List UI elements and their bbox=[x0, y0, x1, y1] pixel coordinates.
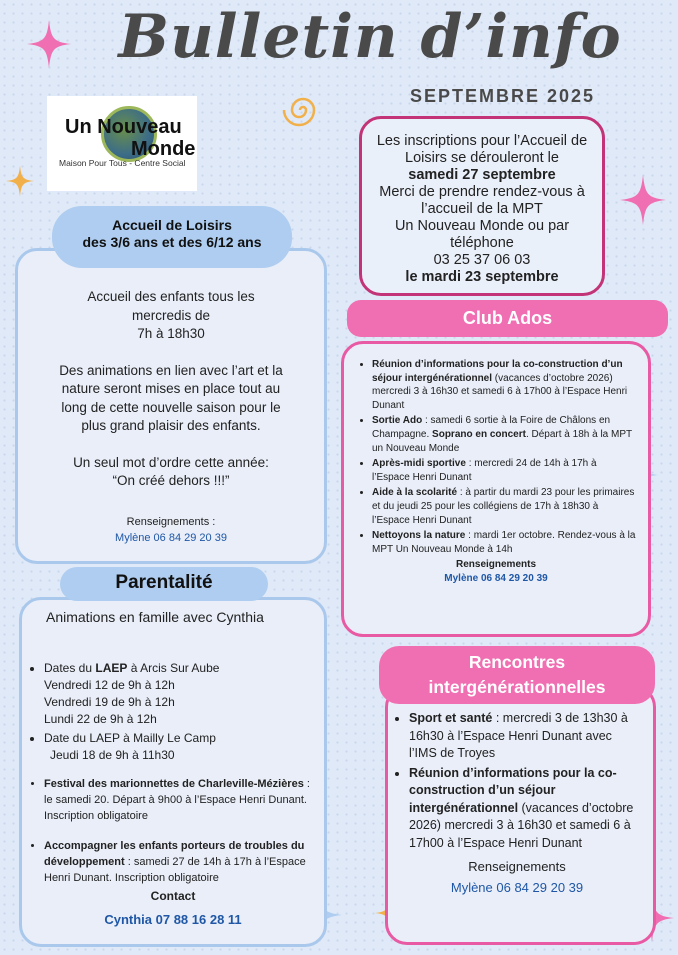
club-ados-title: Club Ados bbox=[462, 308, 553, 328]
logo bbox=[47, 96, 197, 191]
bulletin-subtitle: SEPTEMBRE 2025 bbox=[410, 86, 596, 106]
accompagner-list bbox=[28, 838, 318, 886]
accueil-text: Des animations en lien avec l’art et la bbox=[59, 362, 283, 378]
accueil-text: Un seul mot d’ordre cette année: bbox=[73, 454, 269, 470]
list-item: • Réunion d’informations pour la co-construction d’un séjour intergénérationnel (vacances d’octobre 2026) mercredi 3 à 16h30 et samedi 6 à 17h00 à l’Espace Henri Dunant bbox=[372, 358, 636, 412]
inscriptions-line: Les inscriptions pour l’Accueil de bbox=[376, 133, 588, 149]
accueil-text: plus grand plaisir des enfants. bbox=[81, 418, 261, 433]
inscriptions-date: samedi 27 septembre bbox=[408, 167, 556, 183]
parentalite-contact-phone: Cynthia 07 88 16 28 11 bbox=[104, 912, 242, 927]
list-item: • Sortie Ado : samedi 6 sortie à la Foire de Châlons en Champagne. Soprano en concert. Départ à 18h à la MPT un Nouveau Monde bbox=[372, 414, 636, 455]
laep-date: Vendredi 12 de 9h à 12h bbox=[44, 678, 175, 692]
bulletin-title: Bulletin d’info bbox=[118, 2, 622, 72]
list-item: • Aide à la scolarité : à partir du mardi 23 pour les primaires et du jeudi 25 pour les collégiens de 17h à 18h30 à l’Espace Henri Dunant bbox=[372, 486, 636, 527]
club-ados-list bbox=[356, 358, 636, 556]
rencontres-contact-phone: Mylène 06 84 29 20 39 bbox=[450, 879, 584, 895]
laep-date: Lundi 22 de 9h à 12h bbox=[44, 712, 157, 726]
parentalite-title-pill bbox=[60, 567, 268, 601]
list-item: • Date du LAEP à Mailly Le Camp Jeudi 18 de 9h à 11h30 bbox=[44, 730, 318, 764]
rencontres-contact-label: Renseignements bbox=[468, 859, 566, 874]
logo-text-line2: Monde bbox=[131, 138, 196, 160]
accueil-text: 7h à 18h30 bbox=[137, 326, 205, 341]
rencontres-title: intergénérationnelles bbox=[428, 677, 606, 697]
rencontres-title-pill bbox=[379, 646, 655, 704]
inscriptions-line: Merci de prendre rendez-vous à bbox=[379, 184, 585, 200]
inscriptions-line: Loisirs se dérouleront le bbox=[405, 150, 559, 166]
club-ados-title-pill bbox=[347, 300, 668, 337]
rencontres-body bbox=[393, 710, 641, 896]
inscriptions-line: Un Nouveau Monde ou par bbox=[394, 218, 570, 234]
spiral-icon bbox=[275, 90, 325, 130]
inscriptions-line: téléphone bbox=[450, 235, 514, 251]
list-item: • Après-midi sportive : mercredi 24 de 14h à 17h à l’Espace Henri Dunant bbox=[372, 457, 636, 484]
sparkle-star-icon bbox=[620, 172, 666, 228]
rencontres-list bbox=[393, 710, 641, 852]
inscriptions-box bbox=[359, 116, 605, 296]
accueil-text: nature seront mises en place tout au bbox=[61, 381, 281, 396]
sparkle-star-icon bbox=[6, 163, 34, 199]
logo-text-line3: Maison Pour Tous - Centre Social bbox=[59, 158, 186, 168]
accueil-title: Accueil de Loisirs bbox=[112, 217, 232, 233]
list-item: • Sport et santé : mercredi 3 de 13h30 à 16h30 à l’Espace Henri Dunant avec l’IMS de Troyes bbox=[409, 710, 641, 763]
club-ados-contact-phone: Mylène 06 84 29 20 39 bbox=[444, 572, 548, 584]
list-item: • Réunion d’informations pour la co-construction d’un séjour intergénérationnel (vacances d’octobre 2026) mercredi 3 à 16h30 et samedi 6 à 17h00 à l’Espace Henri Dunant bbox=[409, 765, 641, 853]
list-item: • Accompagner les enfants porteurs de troubles du développement : samedi 27 de 14h à 17h à l’Espace Henri Dunant. Inscription obligatoire bbox=[44, 838, 318, 886]
logo-text-line1: Un Nouveau bbox=[65, 116, 182, 138]
parentalite-intro: Animations en famille avec Cynthia bbox=[46, 609, 264, 625]
accueil-contact-label: Renseignements : bbox=[126, 515, 216, 528]
laep-list bbox=[28, 660, 318, 764]
accueil-text: long de cette nouvelle saison pour le bbox=[61, 399, 281, 415]
inscriptions-date: le mardi 23 septembre bbox=[405, 269, 559, 285]
inscriptions-line: l’accueil de la MPT bbox=[421, 201, 543, 217]
accueil-motto: “On créé dehors !!!” bbox=[112, 473, 230, 488]
sparkle-star-icon bbox=[27, 20, 71, 68]
parentalite-contact-label: Contact bbox=[150, 889, 196, 903]
laep-date: Vendredi 19 de 9h à 12h bbox=[44, 695, 175, 709]
laep-date: Jeudi 18 de 9h à 11h30 bbox=[50, 748, 175, 762]
accueil-contact-phone: Mylène 06 84 29 20 39 bbox=[115, 531, 227, 544]
parentalite-title: Parentalité bbox=[115, 572, 213, 593]
accueil-body bbox=[20, 288, 322, 546]
festival-list bbox=[28, 776, 318, 824]
list-item: • Dates du LAEP à Arcis Sur Aube Vendredi 12 de 9h à 12h Vendredi 19 de 9h à 12h Lundi 22 de 9h à 12h bbox=[44, 660, 318, 728]
accueil-subtitle: des 3/6 ans et des 6/12 ans bbox=[82, 234, 262, 250]
accueil-title-pill bbox=[52, 206, 292, 268]
club-ados-box bbox=[341, 341, 651, 637]
rencontres-title: Rencontres bbox=[468, 652, 566, 672]
parentalite-body bbox=[28, 660, 318, 928]
accueil-text: Accueil des enfants tous les bbox=[87, 289, 255, 304]
club-ados-contact-label: Renseignements bbox=[455, 559, 537, 571]
inscriptions-phone: 03 25 37 06 03 bbox=[433, 252, 531, 268]
list-item: • Nettoyons la nature : mardi 1er octobre. Rendez-vous à la MPT Un Nouveau Monde à 14h bbox=[372, 529, 636, 556]
list-item: • Festival des marionnettes de Charleville-Mézières : le samedi 20. Départ à 9h00 à l’Espace Henri Dunant. Inscription obligatoire bbox=[44, 776, 318, 824]
accueil-text: mercredis de bbox=[131, 307, 211, 323]
